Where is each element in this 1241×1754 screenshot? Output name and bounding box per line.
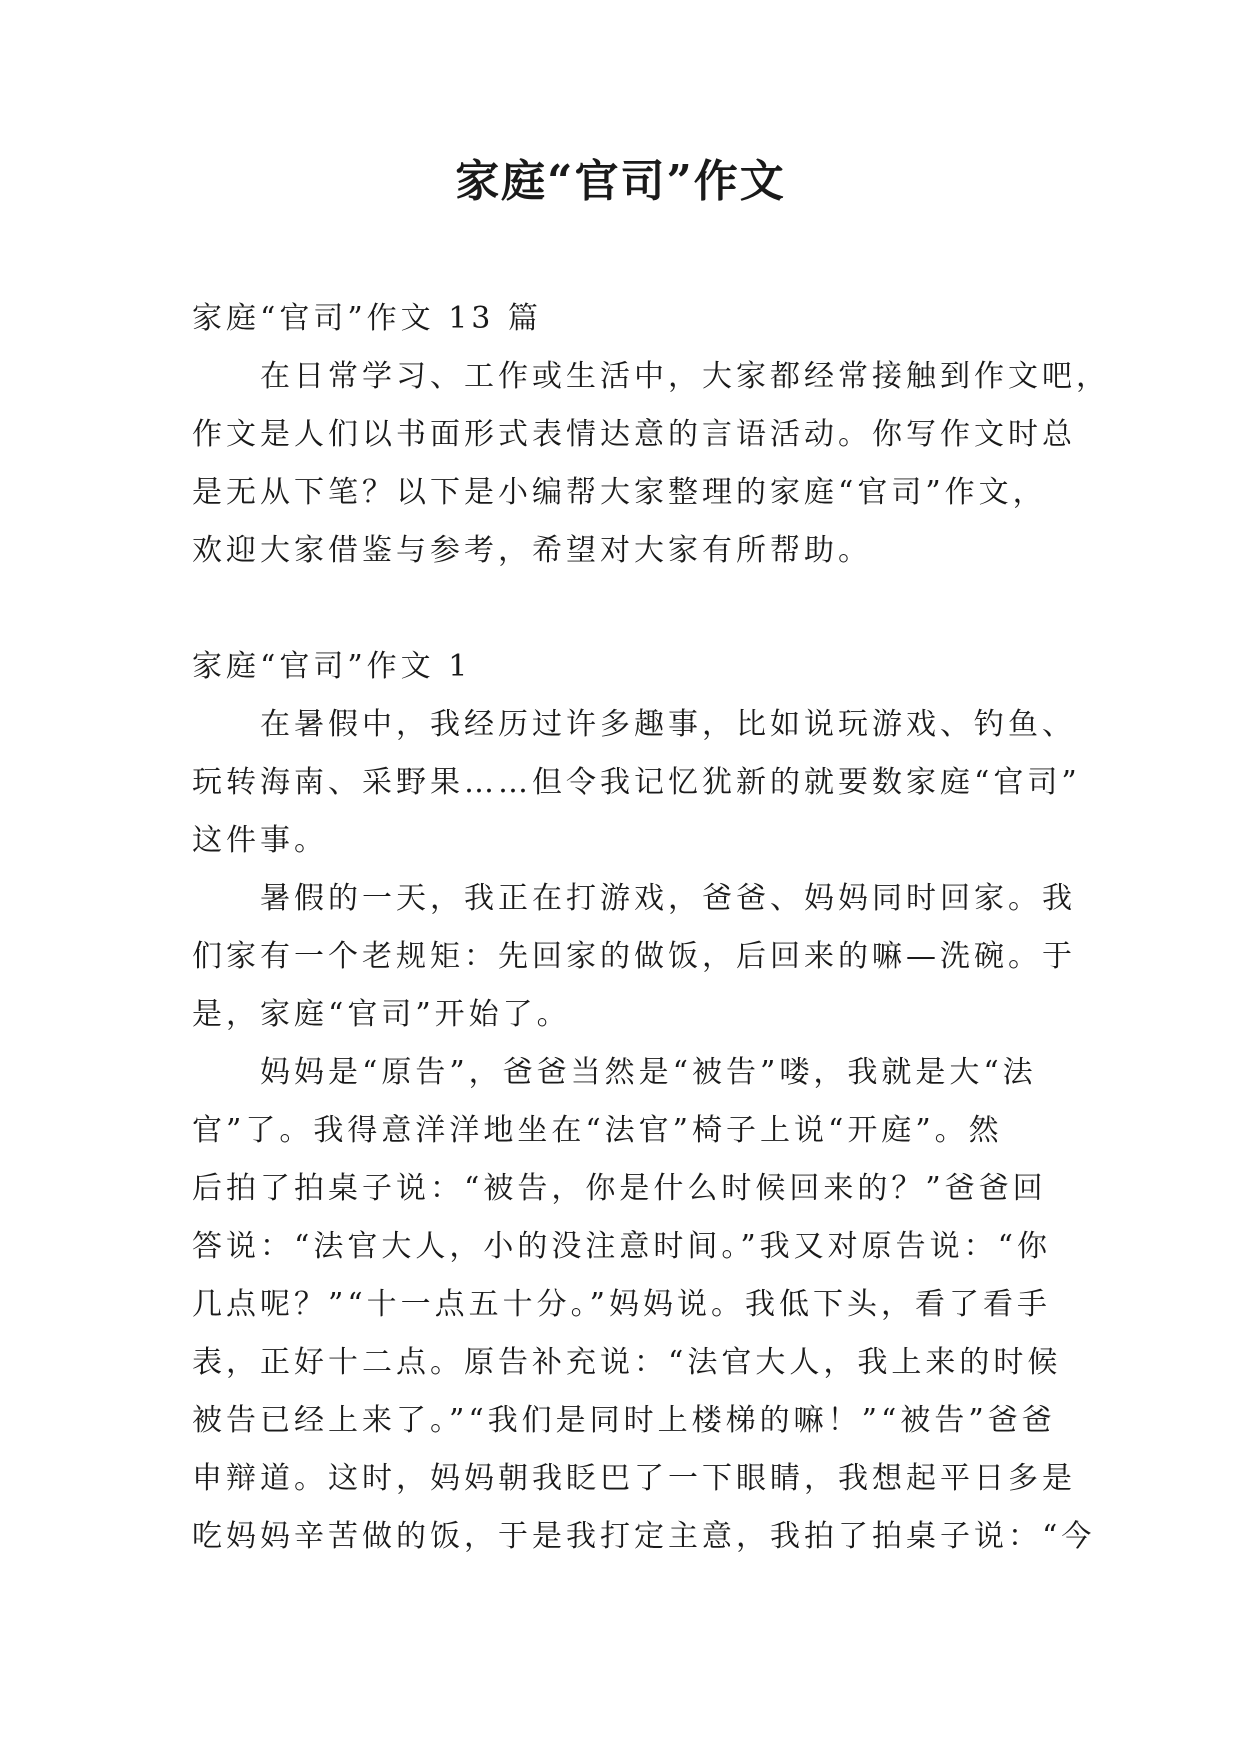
text-line: 是，家庭“官司”开始了。 <box>192 997 571 1032</box>
text-line: 这件事。 <box>192 823 328 858</box>
section1-paragraph-1 <box>192 696 1081 870</box>
section1-paragraph-2 <box>192 870 1076 1044</box>
paragraph-gap <box>192 580 1062 638</box>
document-title: 家庭“官司”作文 <box>455 156 786 207</box>
collection-heading: 家庭“官司”作文 13 篇 <box>192 301 542 336</box>
text-line: 表，正好十二点。原告补充说：“法官大人，我上来的时候 <box>192 1345 1062 1380</box>
text-line: 是无从下笔？以下是小编帮大家整理的家庭“官司”作文， <box>192 475 1047 510</box>
text-line: 答说：“法官大人，小的没注意时间。”我又对原告说：“你 <box>192 1229 1052 1264</box>
text-line: 被告已经上来了。”“我们是同时上楼梯的嘛！”“被告”爸爸 <box>192 1403 1056 1438</box>
text-line: 后拍了拍桌子说：“被告，你是什么时候回来的？”爸爸回 <box>192 1171 1047 1206</box>
text-line: 吃妈妈辛苦做的饭，于是我打定主意，我拍了拍桌子说：“今 <box>192 1519 1096 1554</box>
text-line: 在日常学习、工作或生活中，大家都经常接触到作文吧， <box>260 359 1110 394</box>
section-heading: 家庭“官司”作文 1 <box>192 649 472 684</box>
text-line: 暑假的一天，我正在打游戏，爸爸、妈妈同时回家。我 <box>260 881 1076 916</box>
section1-paragraph-3 <box>192 1044 1096 1566</box>
text-line: 们家有一个老规矩：先回家的做饭，后回来的嘛—洗碗。于 <box>192 939 1076 974</box>
text-line: 玩转海南、采野果……但令我记忆犹新的就要数家庭“官司” <box>192 765 1081 800</box>
text-line: 妈妈是“原告”，爸爸当然是“被告”喽，我就是大“法 <box>260 1055 1037 1090</box>
intro-paragraph <box>192 348 1110 580</box>
text-line: 官”了。我得意洋洋地坐在“法官”椅子上说“开庭”。然 <box>192 1113 1003 1148</box>
document-body <box>192 290 1110 1566</box>
text-line: 几点呢？”“十一点五十分。”妈妈说。我低下头，看了看手 <box>192 1287 1052 1322</box>
text-line: 作文是人们以书面形式表情达意的言语活动。你写作文时总 <box>192 417 1076 452</box>
text-line: 在暑假中，我经历过许多趣事，比如说玩游戏、钓鱼、 <box>260 707 1076 742</box>
text-line: 欢迎大家借鉴与参考，希望对大家有所帮助。 <box>192 533 872 568</box>
text-line: 申辩道。这时，妈妈朝我眨巴了一下眼睛，我想起平日多是 <box>192 1461 1076 1496</box>
